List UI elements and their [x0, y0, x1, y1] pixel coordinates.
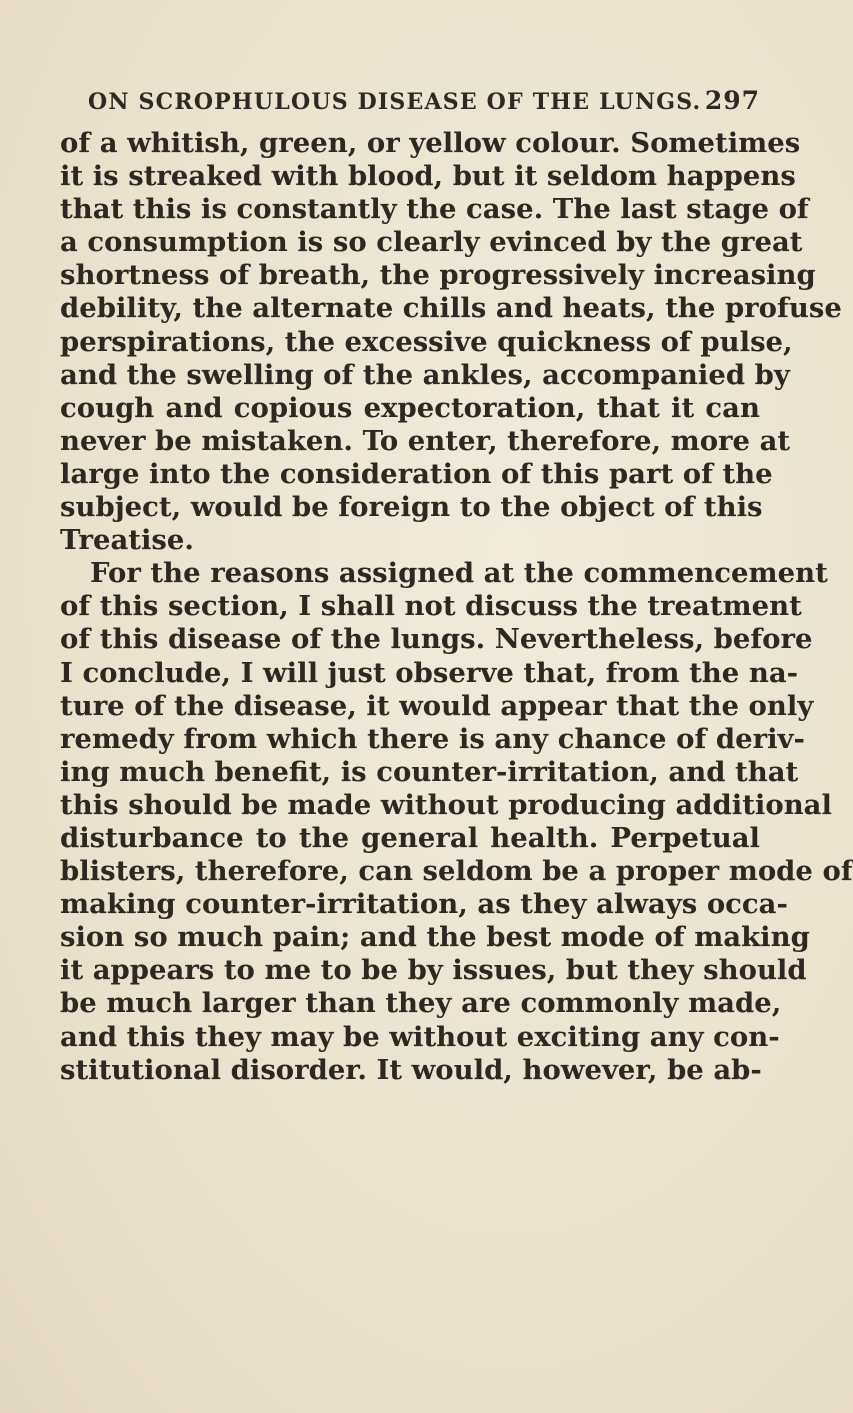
text-line: ing much benefit, is counter-irritation, and that: [60, 755, 799, 788]
body-text: [60, 127, 853, 1087]
text-line: it is streaked with blood, but it seldom happens: [60, 160, 796, 193]
text-line: I conclude, I will just observe that, from the na-: [60, 656, 799, 689]
text-line: of this disease of the lungs. Nevertheless, before: [60, 623, 813, 656]
page-number: 297: [704, 86, 760, 115]
text-line: subject, would be foreign to the object of this: [60, 491, 763, 524]
text-line: ture of the disease, it would appear that the only: [60, 689, 814, 722]
text-line: this should be made without producing additional: [60, 788, 832, 821]
running-head-title: ON SCROPHULOUS DISEASE OF THE LUNGS.: [88, 89, 702, 115]
text-line: never be mistaken. To enter, therefore, more at: [60, 424, 791, 457]
text-line: disturbance to the general health. Perpetual: [60, 821, 760, 854]
text-line: For the reasons assigned at the commencement: [90, 557, 828, 590]
text-line: making counter-irritation, as they always occa-: [60, 888, 788, 921]
paragraph-2: [60, 557, 853, 1087]
text-line: debility, the alternate chills and heats, the profuse: [60, 292, 842, 325]
text-line: it appears to me to be by issues, but they should: [60, 954, 807, 987]
text-line: cough and copious expectoration, that it can: [60, 391, 760, 424]
text-line: Treatise.: [60, 524, 194, 557]
text-line: remedy from which there is any chance of deriv-: [60, 722, 805, 755]
text-line: and this they may be without exciting any con-: [60, 1020, 780, 1053]
paragraph-1: [60, 127, 842, 557]
running-head: [88, 86, 760, 115]
text-line: perspirations, the excessive quickness of pulse,: [60, 325, 793, 358]
book-page: [60, 86, 853, 1087]
text-line: a consumption is so clearly evinced by the great: [60, 226, 803, 259]
text-line: of a whitish, green, or yellow colour. Sometimes: [60, 127, 801, 159]
text-line: and the swelling of the ankles, accompanied by: [60, 358, 790, 391]
text-line: large into the consideration of this part of the: [60, 457, 773, 490]
text-line: stitutional disorder. It would, however, be ab-: [60, 1053, 762, 1086]
text-line: blisters, therefore, can seldom be a proper mode of: [60, 855, 853, 888]
text-line: shortness of breath, the progressively increasing: [60, 259, 816, 292]
text-line: that this is constantly the case. The last stage of: [60, 193, 809, 226]
text-line: of this section, I shall not discuss the treatment: [60, 590, 802, 623]
text-line: sion so much pain; and the best mode of making: [60, 921, 810, 954]
text-line: be much larger than they are commonly made,: [60, 987, 782, 1020]
